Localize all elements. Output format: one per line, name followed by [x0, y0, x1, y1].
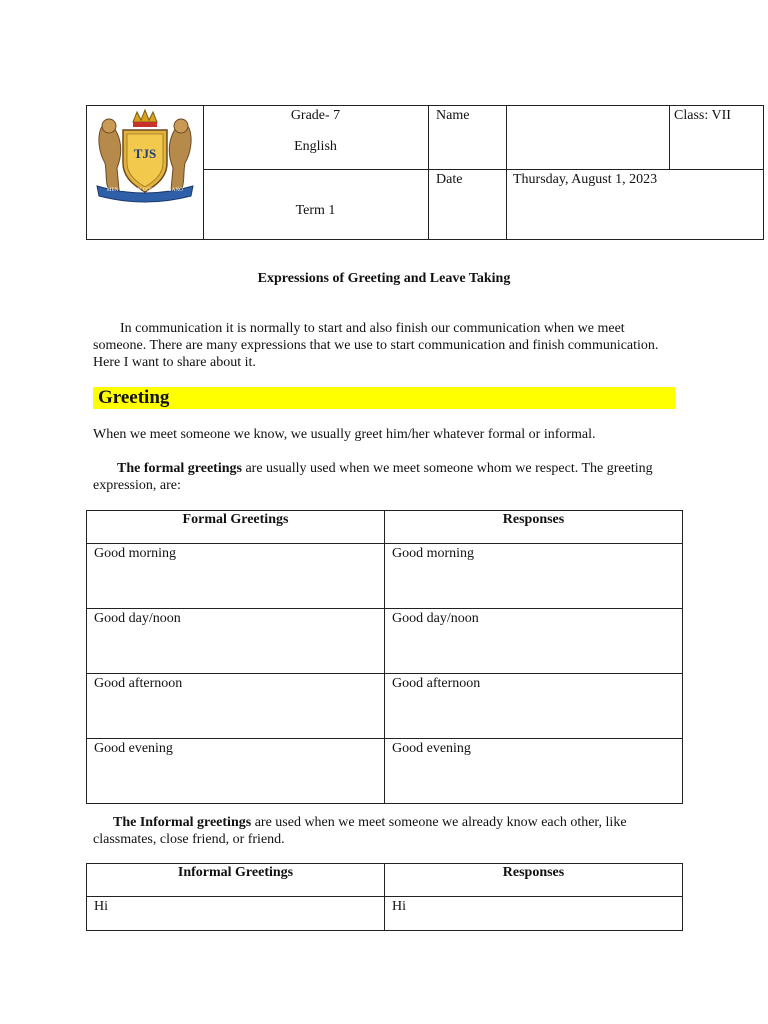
- table-cell: Hi: [385, 897, 683, 931]
- table-row: [87, 739, 683, 804]
- column-header: Responses: [385, 864, 683, 897]
- divider: [669, 106, 670, 169]
- logo-text: TJS: [133, 146, 157, 161]
- table-row: [87, 674, 683, 739]
- date-value: Thursday, August 1, 2023: [513, 172, 658, 187]
- header-table: [86, 105, 764, 240]
- table-header-row: [87, 864, 683, 897]
- grade-label: Grade- 7: [290, 108, 341, 123]
- table-row: [87, 897, 683, 931]
- informal-bold: The Informal greetings: [113, 815, 252, 830]
- divider: [203, 106, 204, 239]
- divider: [506, 106, 507, 239]
- divider: [203, 169, 763, 170]
- greeting-paragraph: When we meet someone we know, we usually greet him/her whatever formal or informal.: [93, 427, 596, 442]
- table-cell: Good afternoon: [385, 674, 683, 739]
- greeting-heading-text: Greeting: [98, 387, 170, 408]
- table-cell: Good day/noon: [87, 609, 385, 674]
- intro-paragraph: In communication it is normally to start and also finish our communication when we meet someone. There are many expressions that we use to start communication and finish communication. Here I want to share about it.: [93, 321, 659, 370]
- table-cell: Good morning: [385, 544, 683, 609]
- formal-greetings-table: [86, 510, 683, 804]
- name-label: Name: [436, 108, 470, 123]
- divider: [428, 106, 429, 239]
- school-logo: [95, 108, 195, 203]
- informal-greetings-table: [86, 863, 683, 931]
- term-label: Term 1: [295, 203, 336, 218]
- informal-paragraph: [93, 814, 673, 848]
- informal-rest: are used when we meet someone we already know each other, like classmates, close friend, or friend.: [93, 815, 627, 847]
- table-cell: Good afternoon: [87, 674, 385, 739]
- page-title: Expressions of Greeting and Leave Taking: [257, 271, 511, 286]
- table-cell: Good morning: [87, 544, 385, 609]
- table-cell: Good evening: [87, 739, 385, 804]
- table-header-row: [87, 511, 683, 544]
- table-row: [87, 544, 683, 609]
- table-cell: Good day/noon: [385, 609, 683, 674]
- subject-label: English: [294, 139, 337, 154]
- table-cell: Hi: [87, 897, 385, 931]
- greeting-section-heading: [93, 387, 675, 409]
- column-header: Formal Greetings: [87, 511, 385, 544]
- formal-bold: The formal greetings: [117, 461, 242, 476]
- formal-rest: are usually used when we meet someone whom we respect. The greeting expression, are:: [93, 461, 653, 493]
- table-cell: Good evening: [385, 739, 683, 804]
- logo-motto: MEN SANA IN CORPORE SANO: [106, 188, 184, 193]
- table-row: [87, 609, 683, 674]
- class-label: Class: VII: [674, 108, 731, 123]
- date-label: Date: [436, 172, 463, 187]
- column-header: Informal Greetings: [87, 864, 385, 897]
- formal-paragraph: [93, 460, 673, 494]
- column-header: Responses: [385, 511, 683, 544]
